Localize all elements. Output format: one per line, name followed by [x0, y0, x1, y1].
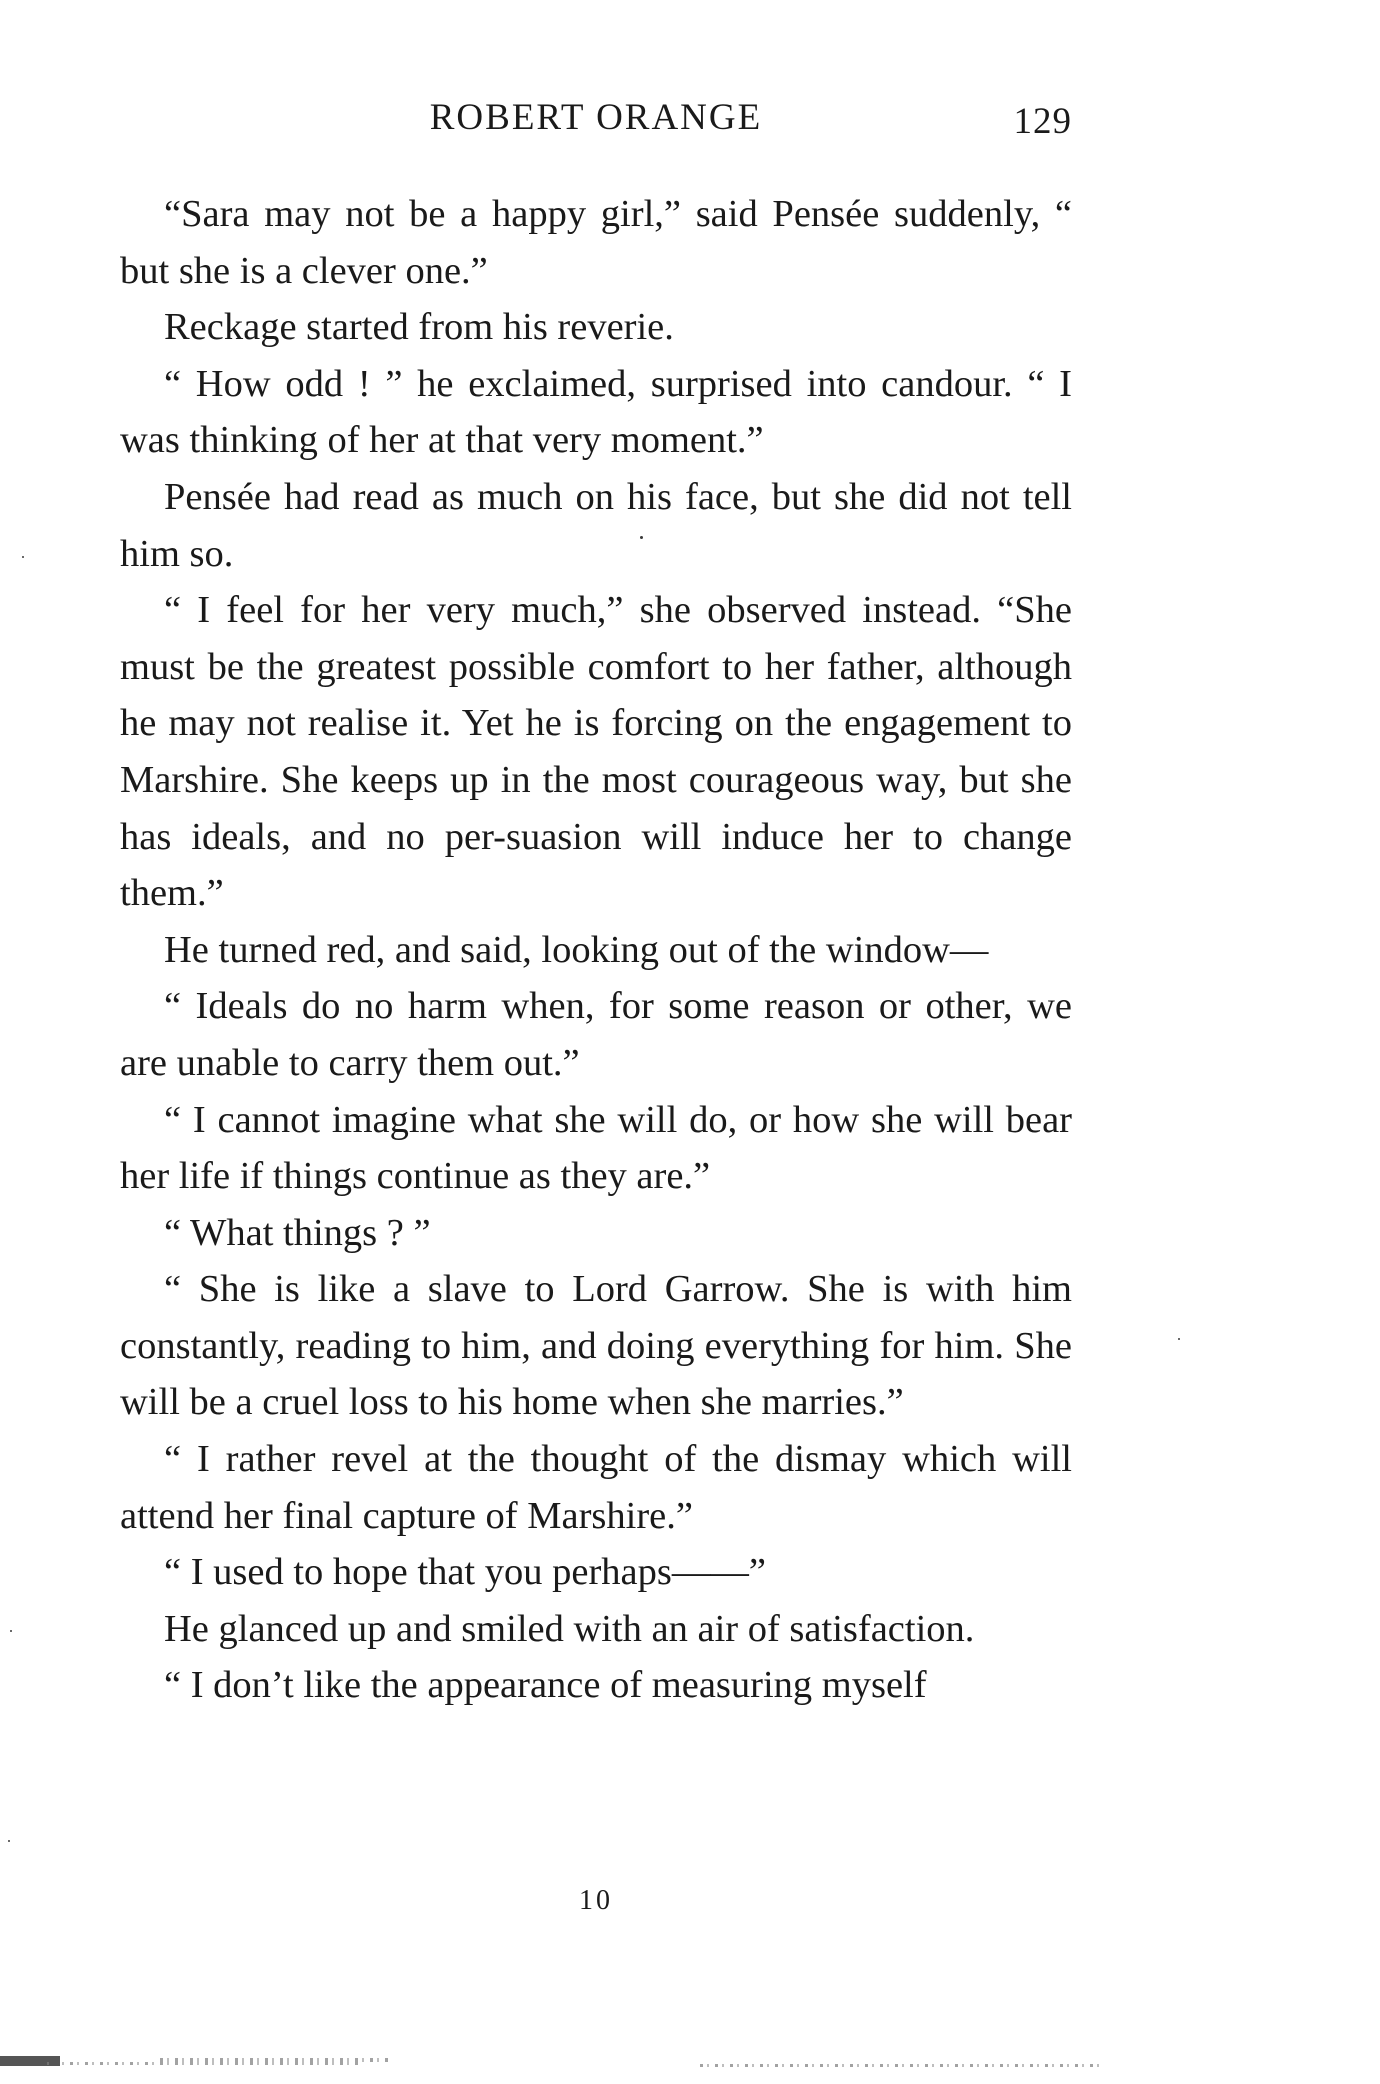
paragraph: “ Ideals do no harm when, for some reason or other, we are unable to carry them out.” [120, 985, 1072, 1084]
paragraph: “ I cannot imagine what she will do, or how she will bear her life if things continue as they are.” [120, 1098, 1072, 1198]
paragraph: “ I used to hope that you perhaps——” [164, 1551, 766, 1594]
paper-speck [22, 556, 24, 558]
paragraph: He glanced up and smiled with an air of satisfaction. [164, 1607, 975, 1650]
paragraph: He turned red, and said, looking out of the window— [164, 928, 989, 971]
scan-edge-noise [0, 2050, 1380, 2084]
paper-speck [1178, 1338, 1180, 1340]
paragraph: “ How odd ! ” he exclaimed, surprised into candour. “ I was thinking of her at that very moment.” [120, 362, 1072, 462]
paragraph: Reckage started from his reverie. [164, 306, 674, 349]
paragraph: “ I don’t like the appearance of measuring myself [164, 1664, 927, 1707]
signature-mark: 10 [579, 1885, 613, 1916]
paper-speck [8, 1840, 10, 1842]
page-header [120, 96, 1072, 146]
paper-speck [640, 536, 643, 539]
paragraph: “ What things ? ” [164, 1211, 431, 1254]
paragraph: “Sara may not be a happy girl,” said Pensée suddenly, “ but she is a clever one.” [120, 193, 1072, 292]
paragraph: “ She is like a slave to Lord Garrow. She is with him constantly, reading to him, and doing everything for him. She will be a cruel loss to his home when she marries.” [120, 1268, 1072, 1424]
paragraph: “ I rather revel at the thought of the dismay which will attend her final capture of Marshire.” [120, 1438, 1072, 1537]
paragraph: Pensée had read as much on his face, but she did not tell him so. [120, 475, 1072, 575]
paper-speck [10, 1630, 12, 1632]
page-number: 129 [1013, 101, 1072, 142]
body-text [120, 186, 1072, 1714]
running-title: ROBERT ORANGE [429, 97, 763, 138]
paragraph: “ I feel for her very much,” she observed instead. “She must be the greatest possible comfort to her father, although he may not realise it. Yet he is forcing on the engagement to Marshire. She keeps up in the most courageous way, but she has ideals, and no per-suasion will induce her to change them.” [120, 589, 1072, 915]
